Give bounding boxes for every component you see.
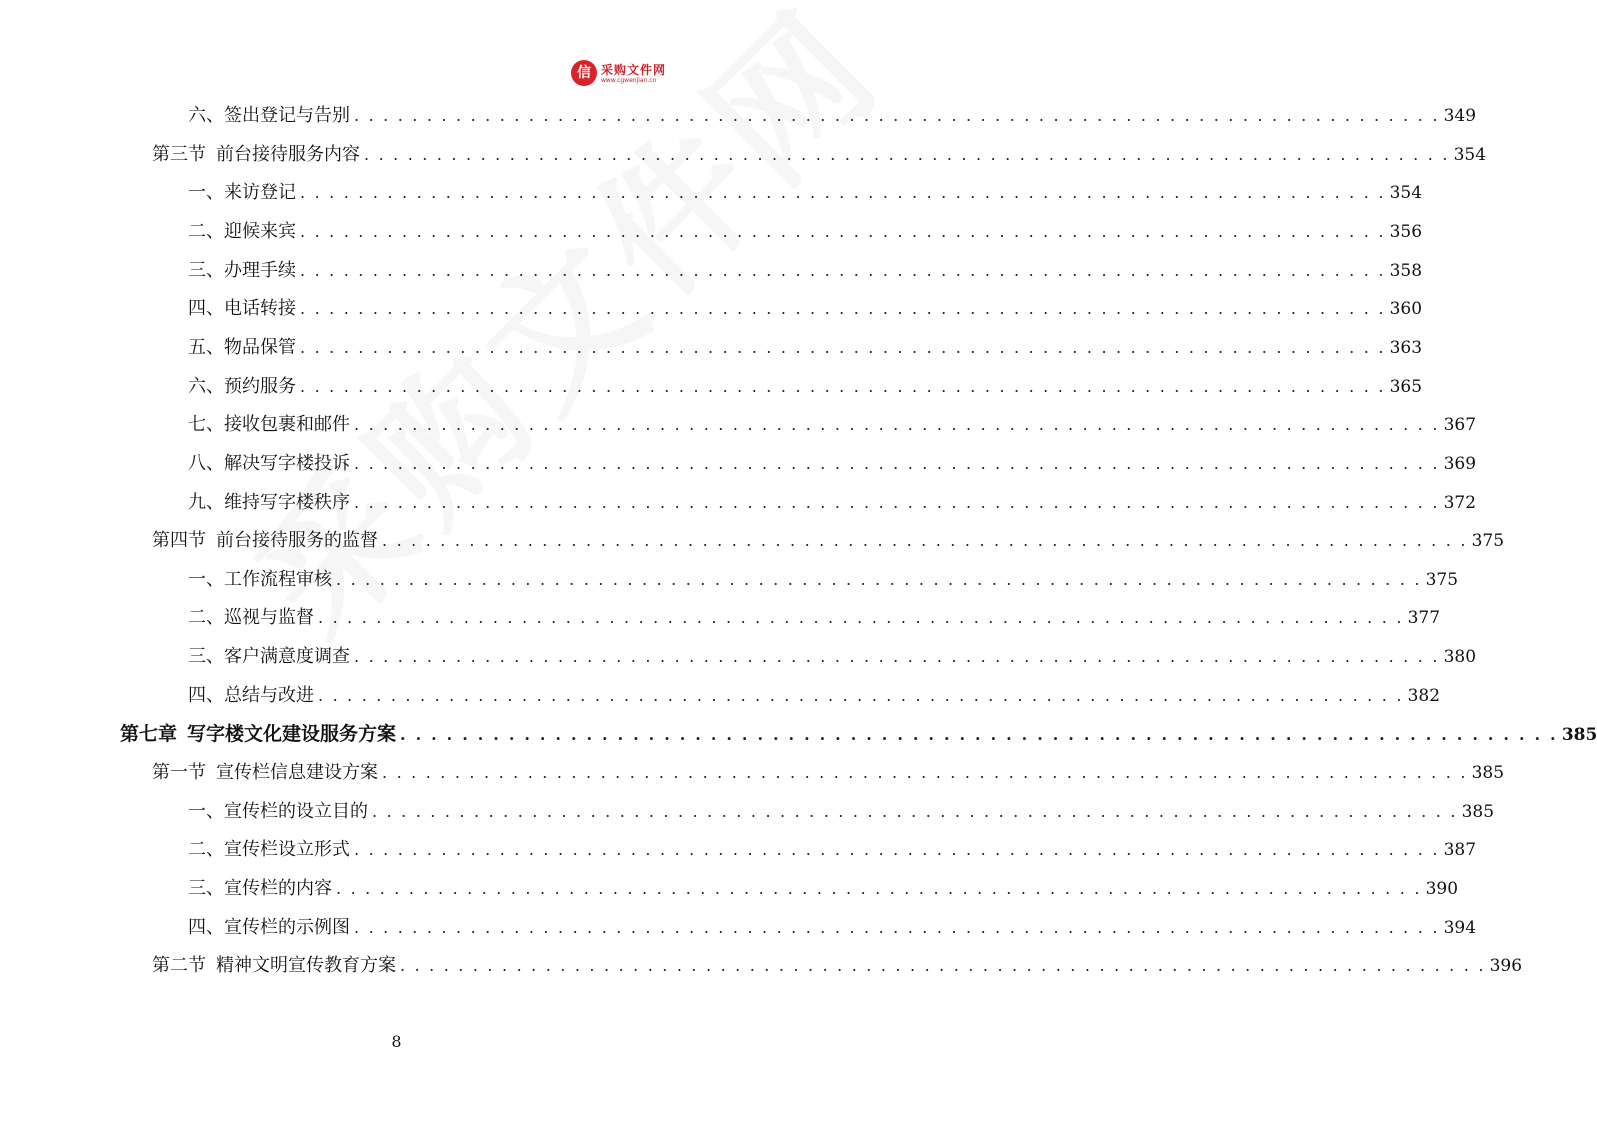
- toc-item-row[interactable]: [188, 410, 1477, 440]
- logo-url: www.cgwenjian.cn: [601, 77, 657, 84]
- toc-entry-text: 宣传栏信息建设方案: [216, 762, 378, 784]
- toc-entry-prefix: 第二节: [152, 955, 206, 977]
- toc-item-row[interactable]: [188, 488, 1477, 518]
- toc-entry-prefix: 第一节: [152, 762, 206, 784]
- toc-entry-prefix: 三、: [188, 259, 224, 281]
- toc-section-row[interactable]: [152, 758, 1505, 788]
- dot-leader: . . . . . . . . . . . . . . . . . . . . . . . . . . . . . . . . . . . . . . . . . . . . . . . . . . . . . . . . . . . . . . . . . . . . . . . . . . .: [354, 453, 1440, 473]
- toc-entry-text: 巡视与监督: [224, 607, 314, 629]
- dot-leader: . . . . . . . . . . . . . . . . . . . . . . . . . . . . . . . . . . . . . . . . . . . . . . . . . . . . . . . . . . . . . . . . . . . . . . . . . . .: [300, 183, 1386, 203]
- toc-entry-title: [188, 603, 314, 633]
- toc-entry-text: 写字楼文化建设服务方案: [187, 723, 397, 746]
- toc-page-number: 385: [1561, 725, 1597, 746]
- toc-page-number: 354: [1453, 144, 1487, 165]
- toc-entry-prefix: 八、: [188, 452, 224, 474]
- toc-entry-text: 电话转接: [224, 298, 296, 320]
- toc-entry-prefix: 二、: [188, 607, 224, 629]
- toc-section-row[interactable]: [152, 951, 1523, 981]
- dot-leader: . . . . . . . . . . . . . . . . . . . . . . . . . . . . . . . . . . . . . . . . . . . . . . . . . . . . . . . . . . . . . . . . . . . . . . . . . . .: [382, 763, 1468, 783]
- toc-page-number: 390: [1425, 879, 1459, 899]
- toc-entry-text: 总结与改进: [224, 684, 314, 706]
- toc-entry-title: [188, 835, 350, 865]
- toc-entry-text: 宣传栏设立形式: [224, 839, 350, 861]
- toc-item-row[interactable]: [188, 797, 1495, 827]
- toc-item-row[interactable]: [188, 565, 1459, 595]
- toc-entry-text: 物品保管: [224, 336, 296, 358]
- toc-item-row[interactable]: [188, 835, 1477, 865]
- page-number: 8: [391, 1032, 402, 1051]
- logo-seal-icon: 信: [571, 60, 597, 86]
- toc-entry-prefix: 六、: [188, 105, 224, 126]
- toc-entry-title: [188, 410, 350, 440]
- dot-leader: . . . . . . . . . . . . . . . . . . . . . . . . . . . . . . . . . . . . . . . . . . . . . . . . . . . . . . . . . . . . . . . . . . . . . . . . . . .: [400, 956, 1486, 976]
- toc-entry-text: 来访登记: [224, 182, 296, 204]
- toc-entry-title: [188, 488, 350, 518]
- toc-item-row[interactable]: [188, 333, 1423, 363]
- dot-leader: . . . . . . . . . . . . . . . . . . . . . . . . . . . . . . . . . . . . . . . . . . . . . . . . . . . . . . . . . . . . . . . . . . . . . . . . . . .: [354, 840, 1440, 860]
- toc-entry-title: [188, 333, 296, 363]
- toc-entry-title: [120, 719, 396, 749]
- toc-entry-text: 工作流程审核: [224, 568, 332, 590]
- toc-entry-text: 宣传栏的内容: [224, 878, 332, 899]
- toc-entry-title: [188, 565, 332, 595]
- toc-page-number: 363: [1389, 337, 1423, 358]
- toc-entry-title: [152, 526, 378, 556]
- toc-entry-title: [188, 256, 296, 286]
- toc-item-row[interactable]: [188, 372, 1423, 402]
- toc-chapter-row[interactable]: [120, 719, 1597, 749]
- toc-entry-text: 客户满意度调查: [224, 646, 350, 668]
- toc-entry-text: 解决写字楼投诉: [224, 452, 350, 474]
- dot-leader: . . . . . . . . . . . . . . . . . . . . . . . . . . . . . . . . . . . . . . . . . . . . . . . . . . . . . . . . . . . . . . . . . . . . . . . . . . .: [300, 221, 1386, 241]
- dot-leader: . . . . . . . . . . . . . . . . . . . . . . . . . . . . . . . . . . . . . . . . . . . . . . . . . . . . . . . . . . . . . . . . . . . . . . . . . . .: [300, 337, 1386, 357]
- toc-entry-title: [188, 372, 296, 402]
- toc-entry-title: [188, 178, 296, 208]
- toc-entry-title: [188, 681, 314, 711]
- toc-page-number: 358: [1389, 260, 1423, 281]
- toc-page-number: 367: [1443, 415, 1477, 436]
- dot-leader: . . . . . . . . . . . . . . . . . . . . . . . . . . . . . . . . . . . . . . . . . . . . . . . . . . . . . . . . . . . . . . . . . . . . . . . . . . .: [318, 608, 1404, 628]
- toc-page-number: 385: [1461, 801, 1495, 822]
- toc-entry-prefix: 一、: [188, 182, 224, 204]
- dot-leader: . . . . . . . . . . . . . . . . . . . . . . . . . . . . . . . . . . . . . . . . . . . . . . . . . . . . . . . . . . . . . . . . . . . . . . . . . . .: [400, 725, 1558, 745]
- toc-entry-title: [188, 874, 332, 904]
- toc-entry-title: [188, 217, 296, 247]
- toc-page-number: 394: [1443, 917, 1477, 938]
- dot-leader: . . . . . . . . . . . . . . . . . . . . . . . . . . . . . . . . . . . . . . . . . . . . . . . . . . . . . . . . . . . . . . . . . . . . . . . . . . .: [300, 299, 1386, 319]
- dot-leader: . . . . . . . . . . . . . . . . . . . . . . . . . . . . . . . . . . . . . . . . . . . . . . . . . . . . . . . . . . . . . . . . . . . . . . . . . . .: [354, 106, 1440, 125]
- toc-entry-text: 宣传栏的设立目的: [224, 800, 368, 822]
- toc-page-number: 360: [1389, 299, 1423, 320]
- toc-entry-prefix: 六、: [188, 375, 224, 397]
- toc-page-number: 372: [1443, 492, 1477, 513]
- dot-leader: . . . . . . . . . . . . . . . . . . . . . . . . . . . . . . . . . . . . . . . . . . . . . . . . . . . . . . . . . . . . . . . . . . . . . . . . . . .: [354, 647, 1440, 667]
- toc-entry-prefix: 三、: [188, 646, 224, 668]
- toc-item-row[interactable]: [188, 178, 1423, 208]
- toc-page-number: 375: [1425, 569, 1459, 590]
- toc-entry-title: [188, 913, 350, 943]
- toc-item-row[interactable]: [188, 256, 1423, 286]
- toc-entry-prefix: 第四节: [152, 530, 206, 552]
- dot-leader: . . . . . . . . . . . . . . . . . . . . . . . . . . . . . . . . . . . . . . . . . . . . . . . . . . . . . . . . . . . . . . . . . . . . . . . . . . .: [300, 376, 1386, 396]
- dot-leader: . . . . . . . . . . . . . . . . . . . . . . . . . . . . . . . . . . . . . . . . . . . . . . . . . . . . . . . . . . . . . . . . . . . . . . . . . . .: [372, 801, 1458, 821]
- logo-name: 采购文件网: [601, 63, 667, 77]
- toc-item-row[interactable]: [188, 294, 1423, 324]
- toc-page-number: 349: [1443, 106, 1477, 126]
- toc-page-number: 369: [1443, 453, 1477, 474]
- toc-entry-prefix: 九、: [188, 491, 224, 513]
- toc-entry-title: [152, 758, 378, 788]
- toc-page-number: 380: [1443, 647, 1477, 668]
- toc-page-number: 387: [1443, 840, 1477, 861]
- dot-leader: . . . . . . . . . . . . . . . . . . . . . . . . . . . . . . . . . . . . . . . . . . . . . . . . . . . . . . . . . . . . . . . . . . . . . . . . . . .: [382, 531, 1468, 551]
- toc-entry-text: 维持写字楼秩序: [224, 491, 350, 513]
- dot-leader: . . . . . . . . . . . . . . . . . . . . . . . . . . . . . . . . . . . . . . . . . . . . . . . . . . . . . . . . . . . . . . . . . . . . . . . . . . .: [300, 260, 1386, 280]
- toc-item-row[interactable]: [188, 874, 1459, 904]
- toc-entry-prefix: 七、: [188, 414, 224, 436]
- toc-entry-prefix: 四、: [188, 684, 224, 706]
- toc-page-number: 354: [1389, 183, 1423, 204]
- toc-entry-title: [188, 101, 350, 131]
- toc-entry-prefix: 二、: [188, 220, 224, 242]
- toc-page-number: 377: [1407, 608, 1441, 629]
- site-logo: [571, 60, 681, 88]
- toc-entry-title: [152, 951, 396, 981]
- toc-entry-text: 办理手续: [224, 259, 296, 281]
- toc-entry-title: [188, 294, 296, 324]
- toc-section-row[interactable]: [152, 526, 1505, 556]
- toc-entry-text: 前台接待服务的监督: [216, 530, 378, 552]
- toc-section-row[interactable]: [152, 140, 1487, 170]
- dot-leader: . . . . . . . . . . . . . . . . . . . . . . . . . . . . . . . . . . . . . . . . . . . . . . . . . . . . . . . . . . . . . . . . . . . . . . . . . . .: [336, 879, 1422, 898]
- toc-entry-prefix: 第七章: [120, 723, 178, 746]
- toc-entry-prefix: 五、: [188, 336, 224, 358]
- dot-leader: . . . . . . . . . . . . . . . . . . . . . . . . . . . . . . . . . . . . . . . . . . . . . . . . . . . . . . . . . . . . . . . . . . . . . . . . . . .: [318, 685, 1404, 705]
- toc-entry-prefix: 四、: [188, 916, 224, 938]
- toc-item-row[interactable]: [188, 913, 1477, 943]
- toc-page-number: 375: [1471, 531, 1505, 552]
- toc-item-row[interactable]: [188, 449, 1477, 479]
- toc-entry-text: 签出登记与告别: [224, 105, 350, 126]
- toc-entry-title: [188, 449, 350, 479]
- toc-entry-prefix: 一、: [188, 800, 224, 822]
- toc-item-row[interactable]: [188, 101, 1477, 131]
- toc-page-number: 385: [1471, 763, 1505, 784]
- toc-page-number: 365: [1389, 376, 1423, 397]
- dot-leader: . . . . . . . . . . . . . . . . . . . . . . . . . . . . . . . . . . . . . . . . . . . . . . . . . . . . . . . . . . . . . . . . . . . . . . . . . . .: [354, 917, 1440, 937]
- dot-leader: . . . . . . . . . . . . . . . . . . . . . . . . . . . . . . . . . . . . . . . . . . . . . . . . . . . . . . . . . . . . . . . . . . . . . . . . . . .: [336, 569, 1422, 589]
- toc-entry-text: 接收包裹和邮件: [224, 414, 350, 436]
- dot-leader: . . . . . . . . . . . . . . . . . . . . . . . . . . . . . . . . . . . . . . . . . . . . . . . . . . . . . . . . . . . . . . . . . . . . . . . . . . .: [364, 144, 1450, 164]
- toc-item-row[interactable]: [188, 603, 1441, 633]
- toc-entry-prefix: 一、: [188, 568, 224, 590]
- toc-entry-text: 宣传栏的示例图: [224, 916, 350, 938]
- toc-entry-prefix: 二、: [188, 839, 224, 861]
- toc-entry-title: [188, 642, 350, 672]
- toc-page-number: 382: [1407, 685, 1441, 706]
- toc-entry-text: 精神文明宣传教育方案: [216, 955, 396, 977]
- dot-leader: . . . . . . . . . . . . . . . . . . . . . . . . . . . . . . . . . . . . . . . . . . . . . . . . . . . . . . . . . . . . . . . . . . . . . . . . . . .: [354, 415, 1440, 435]
- toc-item-row[interactable]: [188, 681, 1441, 711]
- toc-page-number: 356: [1389, 221, 1423, 242]
- toc-entry-title: [188, 797, 368, 827]
- toc-entry-text: 前台接待服务内容: [216, 143, 360, 165]
- toc-entry-title: [152, 140, 360, 170]
- toc-entry-prefix: 四、: [188, 298, 224, 320]
- toc-page-number: 396: [1489, 956, 1523, 977]
- toc-entry-text: 预约服务: [224, 375, 296, 397]
- dot-leader: . . . . . . . . . . . . . . . . . . . . . . . . . . . . . . . . . . . . . . . . . . . . . . . . . . . . . . . . . . . . . . . . . . . . . . . . . . .: [354, 492, 1440, 512]
- toc-item-row[interactable]: [188, 642, 1477, 672]
- toc-item-row[interactable]: [188, 217, 1423, 247]
- toc-entry-prefix: 第三节: [152, 143, 206, 165]
- toc-entry-text: 迎候来宾: [224, 220, 296, 242]
- toc-entry-prefix: 三、: [188, 878, 224, 899]
